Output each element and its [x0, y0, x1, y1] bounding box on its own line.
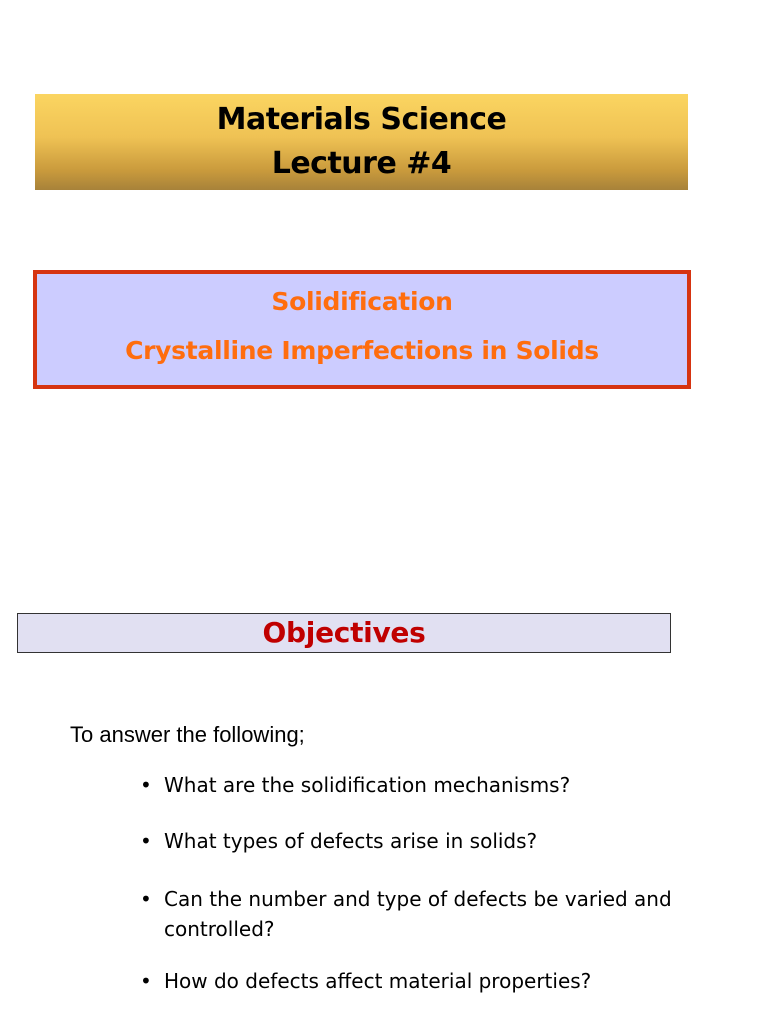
objective-text: How do defects affect material properties? [164, 969, 592, 993]
objective-item [140, 826, 700, 856]
objective-text: What types of defects arise in solids? [164, 829, 538, 853]
objective-item [140, 884, 700, 944]
objectives-intro: To answer the following; [70, 722, 305, 747]
course-title: Materials Science [216, 102, 507, 137]
objectives-header-bar [17, 613, 671, 653]
objective-text: What are the solidification mechanisms? [164, 773, 571, 797]
bullet-icon: • [140, 773, 152, 797]
title-banner [35, 94, 688, 190]
topic-imperfections: Crystalline Imperfections in Solids [125, 336, 599, 365]
lecture-number: Lecture #4 [271, 146, 452, 181]
bullet-icon: • [140, 829, 152, 853]
objective-item [140, 966, 700, 996]
objective-text: Can the number and type of defects be varied and controlled? [164, 887, 672, 941]
objective-item [140, 770, 700, 800]
topic-solidification: Solidification [271, 287, 453, 316]
bullet-icon: • [140, 887, 152, 911]
objectives-heading: Objectives [262, 616, 426, 649]
topic-box [33, 270, 691, 389]
bullet-icon: • [140, 969, 152, 993]
